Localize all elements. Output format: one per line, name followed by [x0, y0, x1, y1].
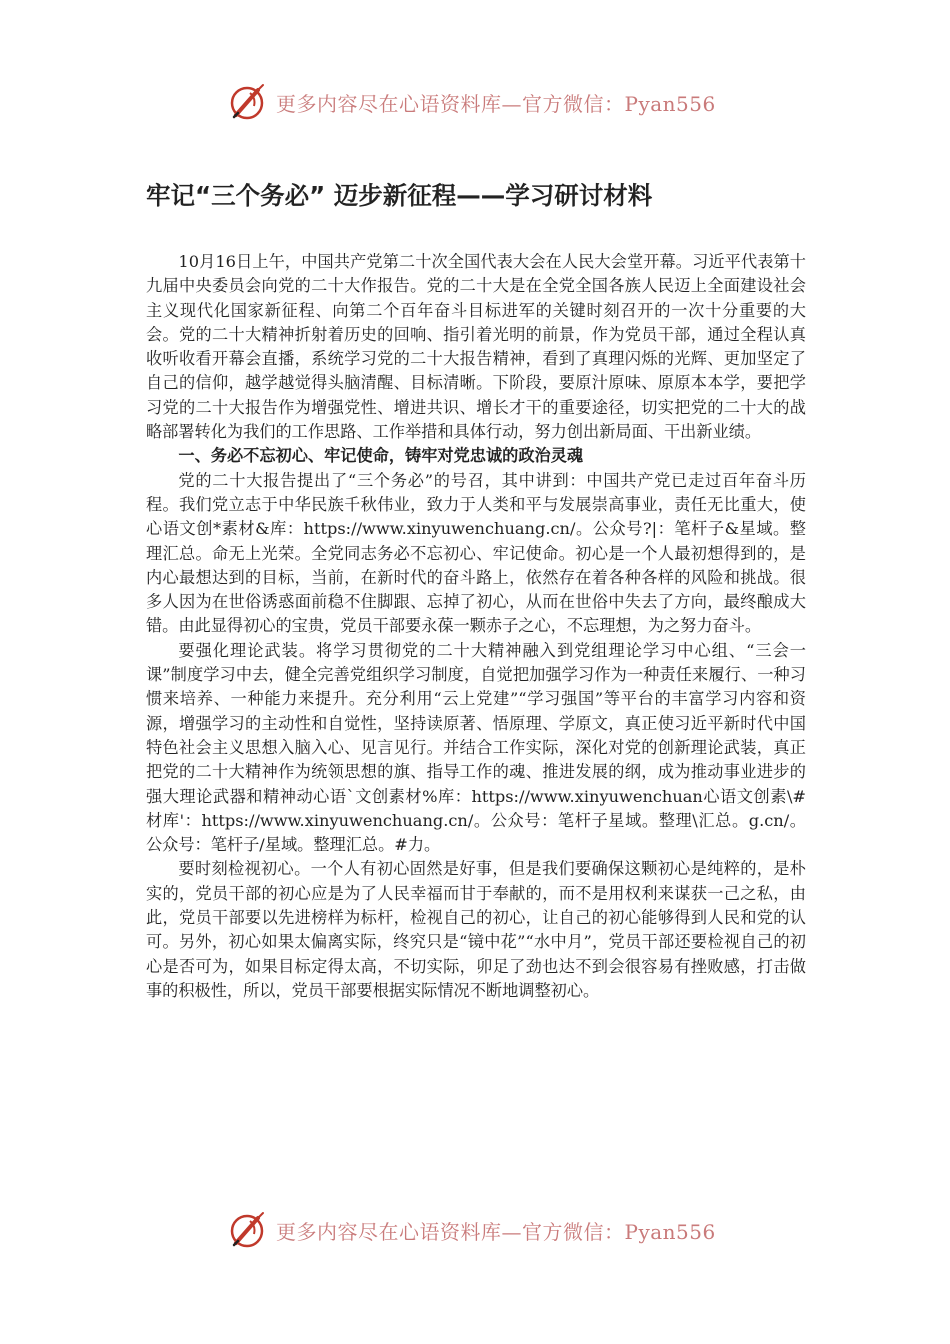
section-heading: 一、务必不忘初心、牢记使命，铸牢对党忠诚的政治灵魂: [178, 446, 584, 466]
paragraph: 要时刻检视初心。一个人有初心固然是好事，但是我们要确保这颗初心是纯粹的，是朴实的，党员干部的初心应是为了人民幸福而甘于奉献的，而不是用权利来谋获一己之私，由此，党员干部要以先进榜样为标杆，检视自己的初心，让自己的初心能够得到人民和党的认可。另外，初心如果太偏离实际，终究只是“镜中花”“水中月”，党员干部还要检视自己的初心是否可为，如果目标定得太高，不切实际，卯足了劲也达不到会很容易有挫败感，打击做事的积极性，所以，党员干部要根据实际情况不断地调整初心。: [146, 859, 806, 1000]
pen-logo-icon: [228, 82, 268, 122]
footer-banner: [228, 1208, 748, 1252]
paragraph: 要强化理论武装。将学习贯彻党的二十大精神融入到党组理论学习中心组、“三会一课”制度学习中去，健全完善党组织学习制度，自觉把加强学习作为一种责任来履行、一种习惯来培养、一种能力来提升。充分利用“云上党建”“学习强国”等平台的丰富学习内容和资源，增强学习的主动性和自觉性，坚持读原著、悟原理、学原文，真正使习近平新时代中国特色社会主义思想入脑入心、见言见行。并结合工作实际，深化对党的创新理论武装，真正把党的二十大精神作为统领思想的旗、指导工作的魂、推进发展的纲，成为推动事业进步的强大理论武器和精神动心语`文创素材%库：https://www.xinyuwenchuan心语文创素\#材库'：https://www.xinyuwenchuang.cn/。公众号：笔杆子星域。整理\汇总。g.cn/。公众号：笔杆子/星域。整理汇总。#力。: [146, 640, 806, 855]
banner-text: 更多内容尽在心语资料库—官方微信：Pyan556: [276, 91, 716, 116]
document-title: 牢记“三个务必” 迈步新征程——学习研讨材料: [146, 181, 653, 210]
header-banner: [228, 80, 748, 124]
banner-text: 更多内容尽在心语资料库—官方微信：Pyan556: [276, 1219, 716, 1244]
paragraph: 10月16日上午，中国共产党第二十次全国代表大会在人民大会堂开幕。习近平代表第十九届中央委员会向党的二十大作报告。党的二十大是在全党全国各族人民迈上全面建设社会主义现代化国家新征程、向第二个百年奋斗目标进军的关键时刻召开的一次十分重要的大会。党的二十大精神折射着历史的回响、指引着光明的前景，作为党员干部，通过全程认真收听收看开幕会直播，系统学习党的二十大报告精神，看到了真理闪烁的光辉、更加坚定了自己的信仰，越学越觉得头脑清醒、目标清晰。下阶段，要原汁原味、原原本本学，要把学习党的二十大报告作为增强党性、增进共识、增长才干的重要途径，切实把党的二十大的战略部署转化为我们的工作思路、工作举措和具体行动，努力创出新局面、干出新业绩。: [146, 252, 806, 442]
document-body: [146, 178, 806, 1003]
paragraph: 党的二十大报告提出了“三个务必”的号召，其中讲到：中国共产党已走过百年奋斗历程。我们党立志于中华民族千秋伟业，致力于人类和平与发展崇高事业，责任无比重大，使心语文创*素材&库：https://www.xinyuwenchuang.cn/。公众号?|：笔杆子&星域。整理汇总。命无上光荣。全党同志务必不忘初心、牢记使命。初心是一个人最初想得到的，是内心最想达到的目标，当前，在新时代的奋斗路上，依然存在着各种各样的风险和挑战。很多人因为在世俗诱惑面前稳不住脚跟、忘掉了初心，从而在世俗中失去了方向，最终酿成大错。由此显得初心的宝贵，党员干部要永葆一颗赤子之心，不忘理想，为之努力奋斗。: [146, 470, 806, 636]
pen-logo-icon: [228, 1210, 268, 1250]
